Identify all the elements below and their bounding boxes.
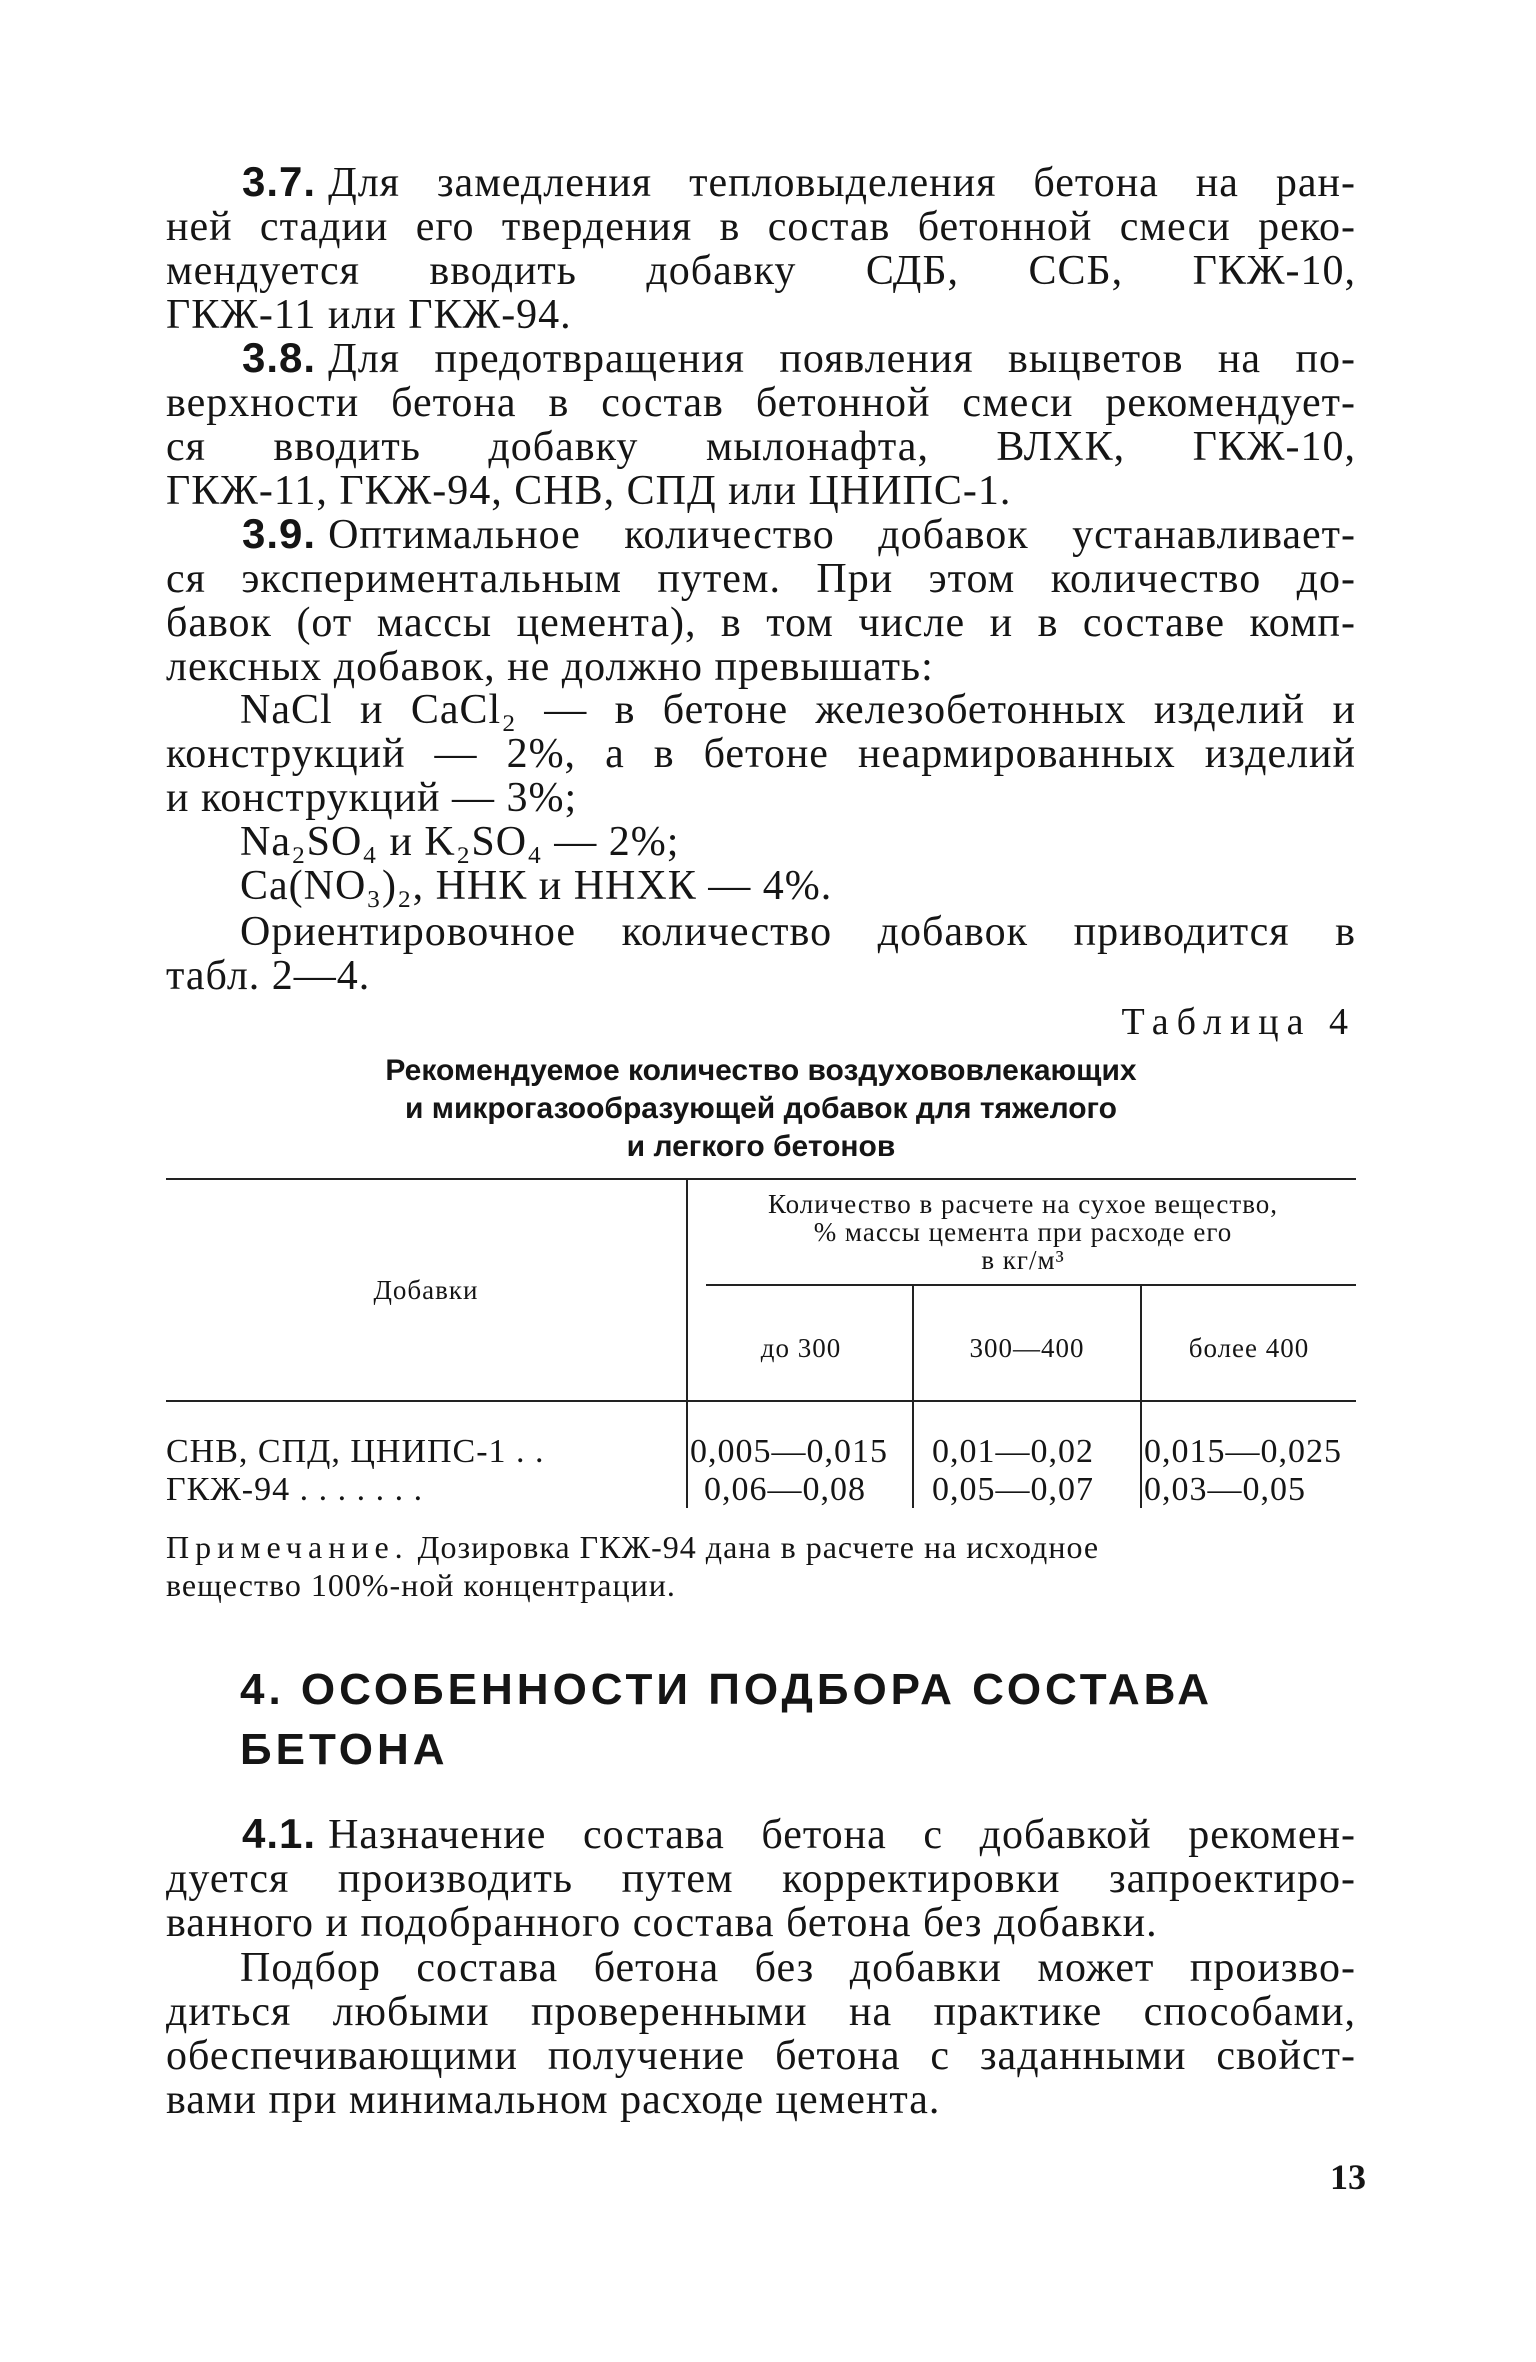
table-note-line [166, 1528, 1356, 1566]
paragraph-number: 3.8. [242, 334, 317, 381]
table-cell-value: 0,015—0,025 [1144, 1433, 1342, 1470]
paragraph-line: ГКЖ-11 или ГКЖ-94. [166, 292, 572, 338]
table-title-line: Рекомендуемое количество воздухововлекающих [385, 1054, 1137, 1087]
paragraph-line: ванного и подобранного состава бетона без добавки. [166, 1900, 1158, 1946]
paragraph-line: табл. 2—4. [166, 953, 371, 999]
paragraph-line: верхности бетона в состав бетонной смеси рекомендует- [166, 380, 1356, 426]
paragraph-line: лексных добавок, не должно превышать: [166, 644, 934, 690]
table-cell-value: 0,03—0,05 [1144, 1471, 1306, 1508]
paragraph-3-9-reference [166, 910, 1356, 998]
paragraph-number: 4.1. [242, 1810, 317, 1857]
paragraph-line [166, 336, 1356, 381]
table-cell-name: ГКЖ-94 . . . . . . . [166, 1471, 424, 1508]
paragraph-line [166, 160, 1356, 205]
table-cell-value: 0,06—0,08 [704, 1471, 866, 1508]
paragraph-line [166, 1812, 1356, 1857]
table-subheader-up-to-300: до 300 [760, 1333, 842, 1363]
paragraph-line: Ориентировочное количество добавок приводится в [240, 909, 1356, 955]
table-header-line: % массы цемента при расходе его [813, 1217, 1233, 1247]
paragraph-text: Назначение состава бетона с добавкой рекомен- [328, 1812, 1356, 1858]
table-header-rule [166, 1400, 1356, 1402]
paragraph-line: ся экспериментальным путем. При этом количество до- [166, 556, 1356, 602]
note-label: Примечание. [166, 1529, 409, 1565]
paragraph-line: обеспечивающими получение бетона с заданными свойст- [166, 2033, 1356, 2079]
paragraph-number: 3.7. [242, 158, 317, 205]
paragraph-line: ней стадии его твердения в состав бетонной смеси реко- [166, 204, 1356, 250]
paragraph-line: бавок (от массы цемента), в том числе и в составе комп- [166, 600, 1356, 646]
table-header-additives: Добавки [373, 1275, 479, 1305]
table-cell-value: 0,01—0,02 [932, 1433, 1094, 1470]
table-header-line: Количество в расчете на сухое вещество, [767, 1189, 1279, 1219]
paragraph-3-7 [166, 160, 1356, 337]
table-header-line: в кг/м³ [981, 1245, 1065, 1275]
paragraph-line: мендуется вводить добавку СДБ, ССБ, ГКЖ-10, [166, 248, 1356, 294]
table-header-quantity [690, 1190, 1356, 1274]
note-text: вещество 100%-ной концентрации. [166, 1567, 676, 1603]
formula-nitrates: Ca(NO₃)₂, ННК и ННХК — 4%. [240, 863, 833, 909]
paragraph-text: Оптимальное количество добавок устанавливает- [328, 512, 1356, 558]
table-cell-value: 0,005—0,015 [690, 1433, 888, 1470]
paragraph-line: ся вводить добавку мылонафта, ВЛХК, ГКЖ-10, [166, 424, 1356, 470]
paragraph-3-8 [166, 336, 1356, 513]
paragraph-3-9-limits [166, 688, 1356, 820]
table-subheader-over-400: более 400 [1188, 1333, 1310, 1363]
table-cell-value: 0,05—0,07 [932, 1471, 1094, 1508]
paragraph-text: Для замедления тепловыделения бетона на ран- [328, 160, 1356, 206]
table-col-divider [1140, 1402, 1142, 1508]
section-heading [240, 1660, 1213, 1780]
paragraph-text: Для предотвращения появления выцветов на по- [328, 336, 1356, 382]
table-title-line: и легкого бетонов [626, 1130, 896, 1163]
paragraph-3-9 [166, 512, 1356, 689]
note-text: Дозировка ГКЖ-94 дана в расчете на исходное [408, 1529, 1100, 1565]
table-top-rule [166, 1178, 1356, 1180]
paragraph-4-1-selection [166, 1946, 1356, 2122]
page-number: 13 [1330, 2157, 1366, 2197]
table-subheader-300-400: 300—400 [969, 1333, 1085, 1363]
table-cell-name: СНВ, СПД, ЦНИПС-1 . . [166, 1433, 545, 1470]
section-heading-line: БЕТОНА [240, 1725, 449, 1774]
paragraph-4-1 [166, 1812, 1356, 1945]
table-group-rule [706, 1284, 1356, 1286]
paragraph-line [166, 512, 1356, 557]
paragraph-line: и конструкций — 3%; [166, 775, 578, 821]
table-col-divider [686, 1402, 688, 1508]
paragraph-number: 3.9. [242, 510, 317, 557]
table-col-divider [686, 1180, 688, 1400]
table-col-divider [912, 1402, 914, 1508]
table-note [166, 1528, 1356, 1604]
table-title-line: и микрогазообразующей добавок для тяжелого [404, 1092, 1117, 1125]
paragraph-line: вами при минимальном расходе цемента. [166, 2077, 941, 2123]
paragraph-line: конструкций — 2%, а в бетоне неармированных изделий [166, 731, 1356, 777]
formula-sulfates: Na₂SO₄ и K₂SO₄ — 2%; [240, 819, 680, 865]
paragraph-line: дуется производить путем корректировки запроектиро- [166, 1856, 1356, 1902]
paragraph-line: NaCl и CaCl₂ — в бетоне железобетонных изделий и [240, 687, 1356, 733]
table-title [166, 1052, 1356, 1166]
paragraph-line: ГКЖ-11, ГКЖ-94, СНВ, СПД или ЦНИПС-1. [166, 468, 1012, 514]
paragraph-line: диться любыми проверенными на практике способами, [166, 1989, 1356, 2035]
paragraph-line: Подбор состава бетона без добавки может произво- [240, 1945, 1356, 1991]
table-caption: Таблица 4 [1121, 1001, 1356, 1043]
section-heading-line: 4. ОСОБЕННОСТИ ПОДБОРА СОСТАВА [240, 1665, 1213, 1714]
